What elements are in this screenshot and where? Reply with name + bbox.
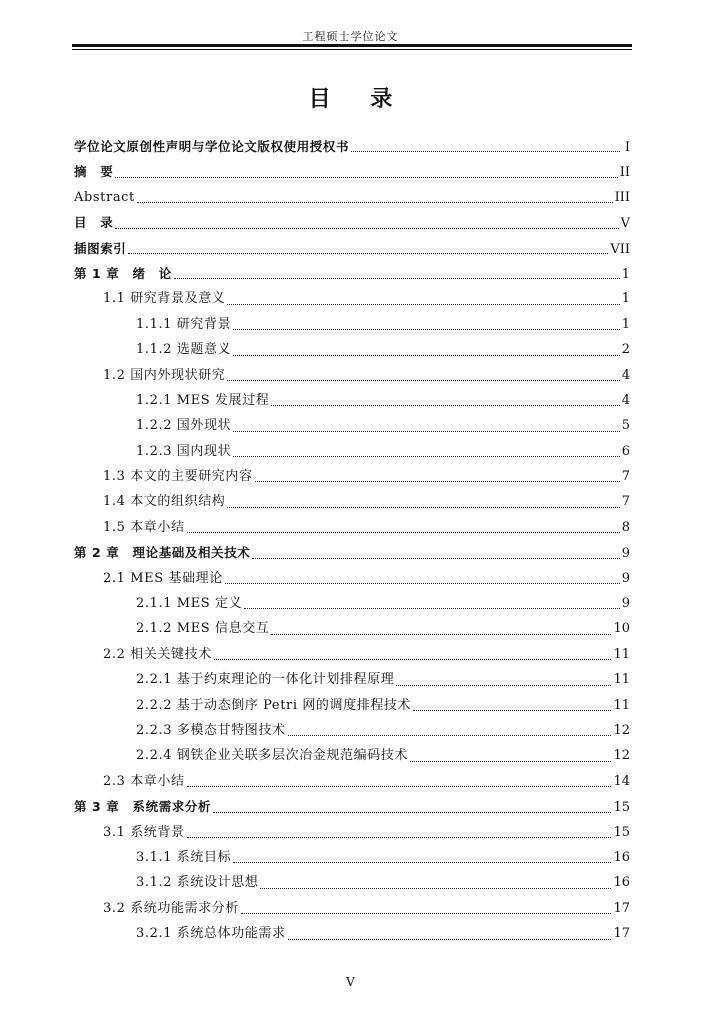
toc-entry-label: 2.1.1 MES 定义: [136, 596, 243, 612]
toc-entry[interactable]: [74, 439, 630, 464]
toc-entry-page: 7: [621, 469, 630, 485]
toc-entry-page: 15: [613, 800, 630, 816]
toc-entry-page: 9: [621, 596, 630, 612]
header-rule-thin: [72, 49, 632, 50]
dot-leader: [241, 913, 611, 914]
toc-entry-page: 11: [613, 646, 630, 662]
toc-entry-label: 1.1.2 选题意义: [136, 342, 232, 358]
dot-leader: [233, 456, 620, 457]
toc-entry[interactable]: [74, 642, 630, 667]
dot-leader: [187, 532, 620, 533]
dot-leader: [187, 837, 612, 838]
dot-leader: [227, 507, 619, 508]
toc-entry-label: 2.2 相关关键技术: [103, 646, 212, 662]
toc-entry[interactable]: [74, 896, 630, 921]
toc-entry-page: 10: [613, 621, 630, 637]
dot-leader: [174, 278, 620, 279]
toc-entry[interactable]: [74, 718, 630, 743]
toc-entry[interactable]: [74, 413, 630, 438]
toc-entry-page: 8: [621, 519, 630, 535]
toc-entry-label: 3.2 系统功能需求分析: [103, 900, 240, 916]
toc-entry[interactable]: [74, 769, 630, 794]
dot-leader: [260, 888, 611, 889]
toc-entry-label: 1.1 研究背景及意义: [103, 291, 226, 307]
toc-entry-page: 17: [613, 900, 630, 916]
toc-entry[interactable]: [74, 261, 630, 286]
toc-entry-page: II: [619, 165, 630, 181]
toc-entry[interactable]: [74, 210, 630, 235]
running-header: 工程硕士学位论文: [302, 30, 399, 43]
toc-entry-label: 1.2.1 MES 发展过程: [136, 392, 270, 408]
dot-leader: [271, 405, 619, 406]
toc-entry-page: 11: [613, 697, 630, 713]
toc-entry-label: 2.2.1 基于约束理论的一体化计划排程原理: [136, 672, 395, 688]
toc-entry-page: 16: [613, 849, 630, 865]
toc-entry-label: 第 3 章 系统需求分析: [74, 799, 212, 815]
toc-entry-page: 1: [621, 291, 630, 307]
dot-leader: [225, 583, 620, 584]
toc-entry-page: 7: [621, 494, 630, 510]
toc-entry-label: 1.2 国内外现状研究: [103, 367, 226, 383]
toc-entry[interactable]: [74, 591, 630, 616]
toc-entry-page: 6: [621, 443, 630, 459]
toc-entry[interactable]: [74, 464, 630, 489]
dot-leader: [187, 786, 612, 787]
toc-entry-page: VII: [610, 241, 630, 257]
toc-entry-page: I: [624, 140, 630, 155]
toc-entry-label: 2.1.2 MES 信息交互: [136, 621, 270, 637]
toc-entry[interactable]: [74, 159, 630, 184]
dot-leader: [288, 939, 612, 940]
dot-leader: [227, 304, 619, 305]
toc-entry-label: 2.2.2 基于动态倒序 Petri 网的调度排程技术: [136, 697, 412, 713]
toc-entry-label: 3.1 系统背景: [103, 824, 185, 840]
dot-leader: [271, 634, 611, 635]
dot-leader: [233, 431, 620, 432]
dot-leader: [227, 380, 619, 381]
toc-entry-label: 3.1.2 系统设计思想: [136, 875, 259, 891]
toc-entry[interactable]: [74, 337, 630, 362]
toc-entry-label: 第 2 章 理论基础及相关技术: [74, 545, 251, 561]
dot-leader: [233, 355, 620, 356]
page-number: V: [346, 975, 355, 989]
toc-entry[interactable]: [74, 185, 630, 210]
dot-leader: [115, 177, 617, 178]
toc-entry[interactable]: [74, 134, 630, 159]
toc-entry[interactable]: [74, 312, 630, 337]
dot-leader: [288, 735, 612, 736]
toc-entry[interactable]: [74, 489, 630, 514]
toc-entry-page: 12: [613, 722, 630, 738]
header-rule-thick: [72, 44, 632, 47]
table-of-contents: [74, 134, 630, 947]
toc-entry[interactable]: [74, 540, 630, 565]
toc-entry-page: 1: [621, 316, 630, 332]
toc-entry-page: 11: [613, 672, 630, 688]
toc-entry-page: 17: [613, 926, 630, 942]
dot-leader: [233, 862, 611, 863]
toc-entry[interactable]: [74, 515, 630, 540]
dot-leader: [351, 151, 620, 152]
toc-entry[interactable]: [74, 236, 630, 261]
page-title: 目 录: [308, 87, 409, 112]
toc-entry[interactable]: [74, 388, 630, 413]
dot-leader: [413, 710, 611, 711]
toc-entry-label: 1.1.1 研究背景: [136, 316, 232, 332]
toc-entry[interactable]: [74, 667, 630, 692]
dot-leader: [214, 659, 612, 660]
toc-entry[interactable]: [74, 363, 630, 388]
toc-entry-page: 9: [621, 546, 630, 562]
toc-entry-page: 9: [621, 570, 630, 586]
toc-entry-label: 2.2.4 钢铁企业关联多层次冶金规范编码技术: [136, 748, 409, 764]
toc-entry[interactable]: [74, 743, 630, 768]
toc-entry[interactable]: [74, 845, 630, 870]
toc-entry-label: 学位论文原创性声明与学位论文版权使用授权书: [74, 139, 350, 154]
toc-entry[interactable]: [74, 870, 630, 895]
toc-entry-label: 2.1 MES 基础理论: [103, 570, 223, 586]
toc-entry-label: 插图索引: [74, 240, 127, 256]
toc-entry-page: 5: [621, 418, 630, 434]
dot-leader: [410, 761, 611, 762]
toc-entry-page: 15: [613, 824, 630, 840]
dot-leader: [396, 685, 611, 686]
toc-entry-label: 第 1 章 绪 论: [74, 265, 172, 281]
toc-entry-label: 1.5 本章小结: [103, 519, 185, 535]
toc-entry-page: 4: [621, 367, 630, 383]
toc-entry-label: 1.3 本文的主要研究内容: [103, 469, 253, 485]
toc-entry-label: 3.1.1 系统目标: [136, 849, 232, 865]
toc-entry-page: III: [614, 189, 630, 205]
dot-leader: [233, 329, 620, 330]
toc-entry-label: 1.2.3 国内现状: [136, 443, 232, 459]
toc-entry-label: 目 录: [74, 215, 114, 231]
toc-entry-label: 1.2.2 国外现状: [136, 418, 232, 434]
toc-entry-label: 摘 要: [74, 164, 114, 180]
toc-entry-page: 14: [613, 773, 630, 789]
dot-leader: [255, 481, 620, 482]
toc-entry-page: V: [620, 216, 630, 232]
toc-entry[interactable]: [74, 566, 630, 591]
toc-entry-label: 2.2.3 多模态甘特图技术: [136, 722, 286, 738]
toc-entry-page: 16: [613, 875, 630, 891]
dot-leader: [244, 608, 619, 609]
toc-entry-label: Abstract: [74, 189, 135, 205]
dot-leader: [137, 202, 613, 203]
toc-entry-label: 1.4 本文的组织结构: [103, 494, 226, 510]
toc-entry-page: 2: [621, 342, 630, 358]
toc-entry-page: 12: [613, 748, 630, 764]
dot-leader: [115, 228, 618, 229]
toc-entry-page: 4: [621, 392, 630, 408]
toc-entry[interactable]: [74, 820, 630, 845]
dot-leader: [128, 253, 608, 254]
toc-entry-page: 1: [621, 266, 630, 282]
toc-entry[interactable]: [74, 616, 630, 641]
dot-leader: [252, 558, 619, 559]
toc-entry[interactable]: [74, 794, 630, 819]
toc-entry-label: 2.3 本章小结: [103, 773, 185, 789]
toc-entry[interactable]: [74, 286, 630, 311]
toc-entry[interactable]: [74, 693, 630, 718]
dot-leader: [213, 812, 611, 813]
toc-entry[interactable]: [74, 921, 630, 946]
toc-entry-label: 3.2.1 系统总体功能需求: [136, 926, 286, 942]
